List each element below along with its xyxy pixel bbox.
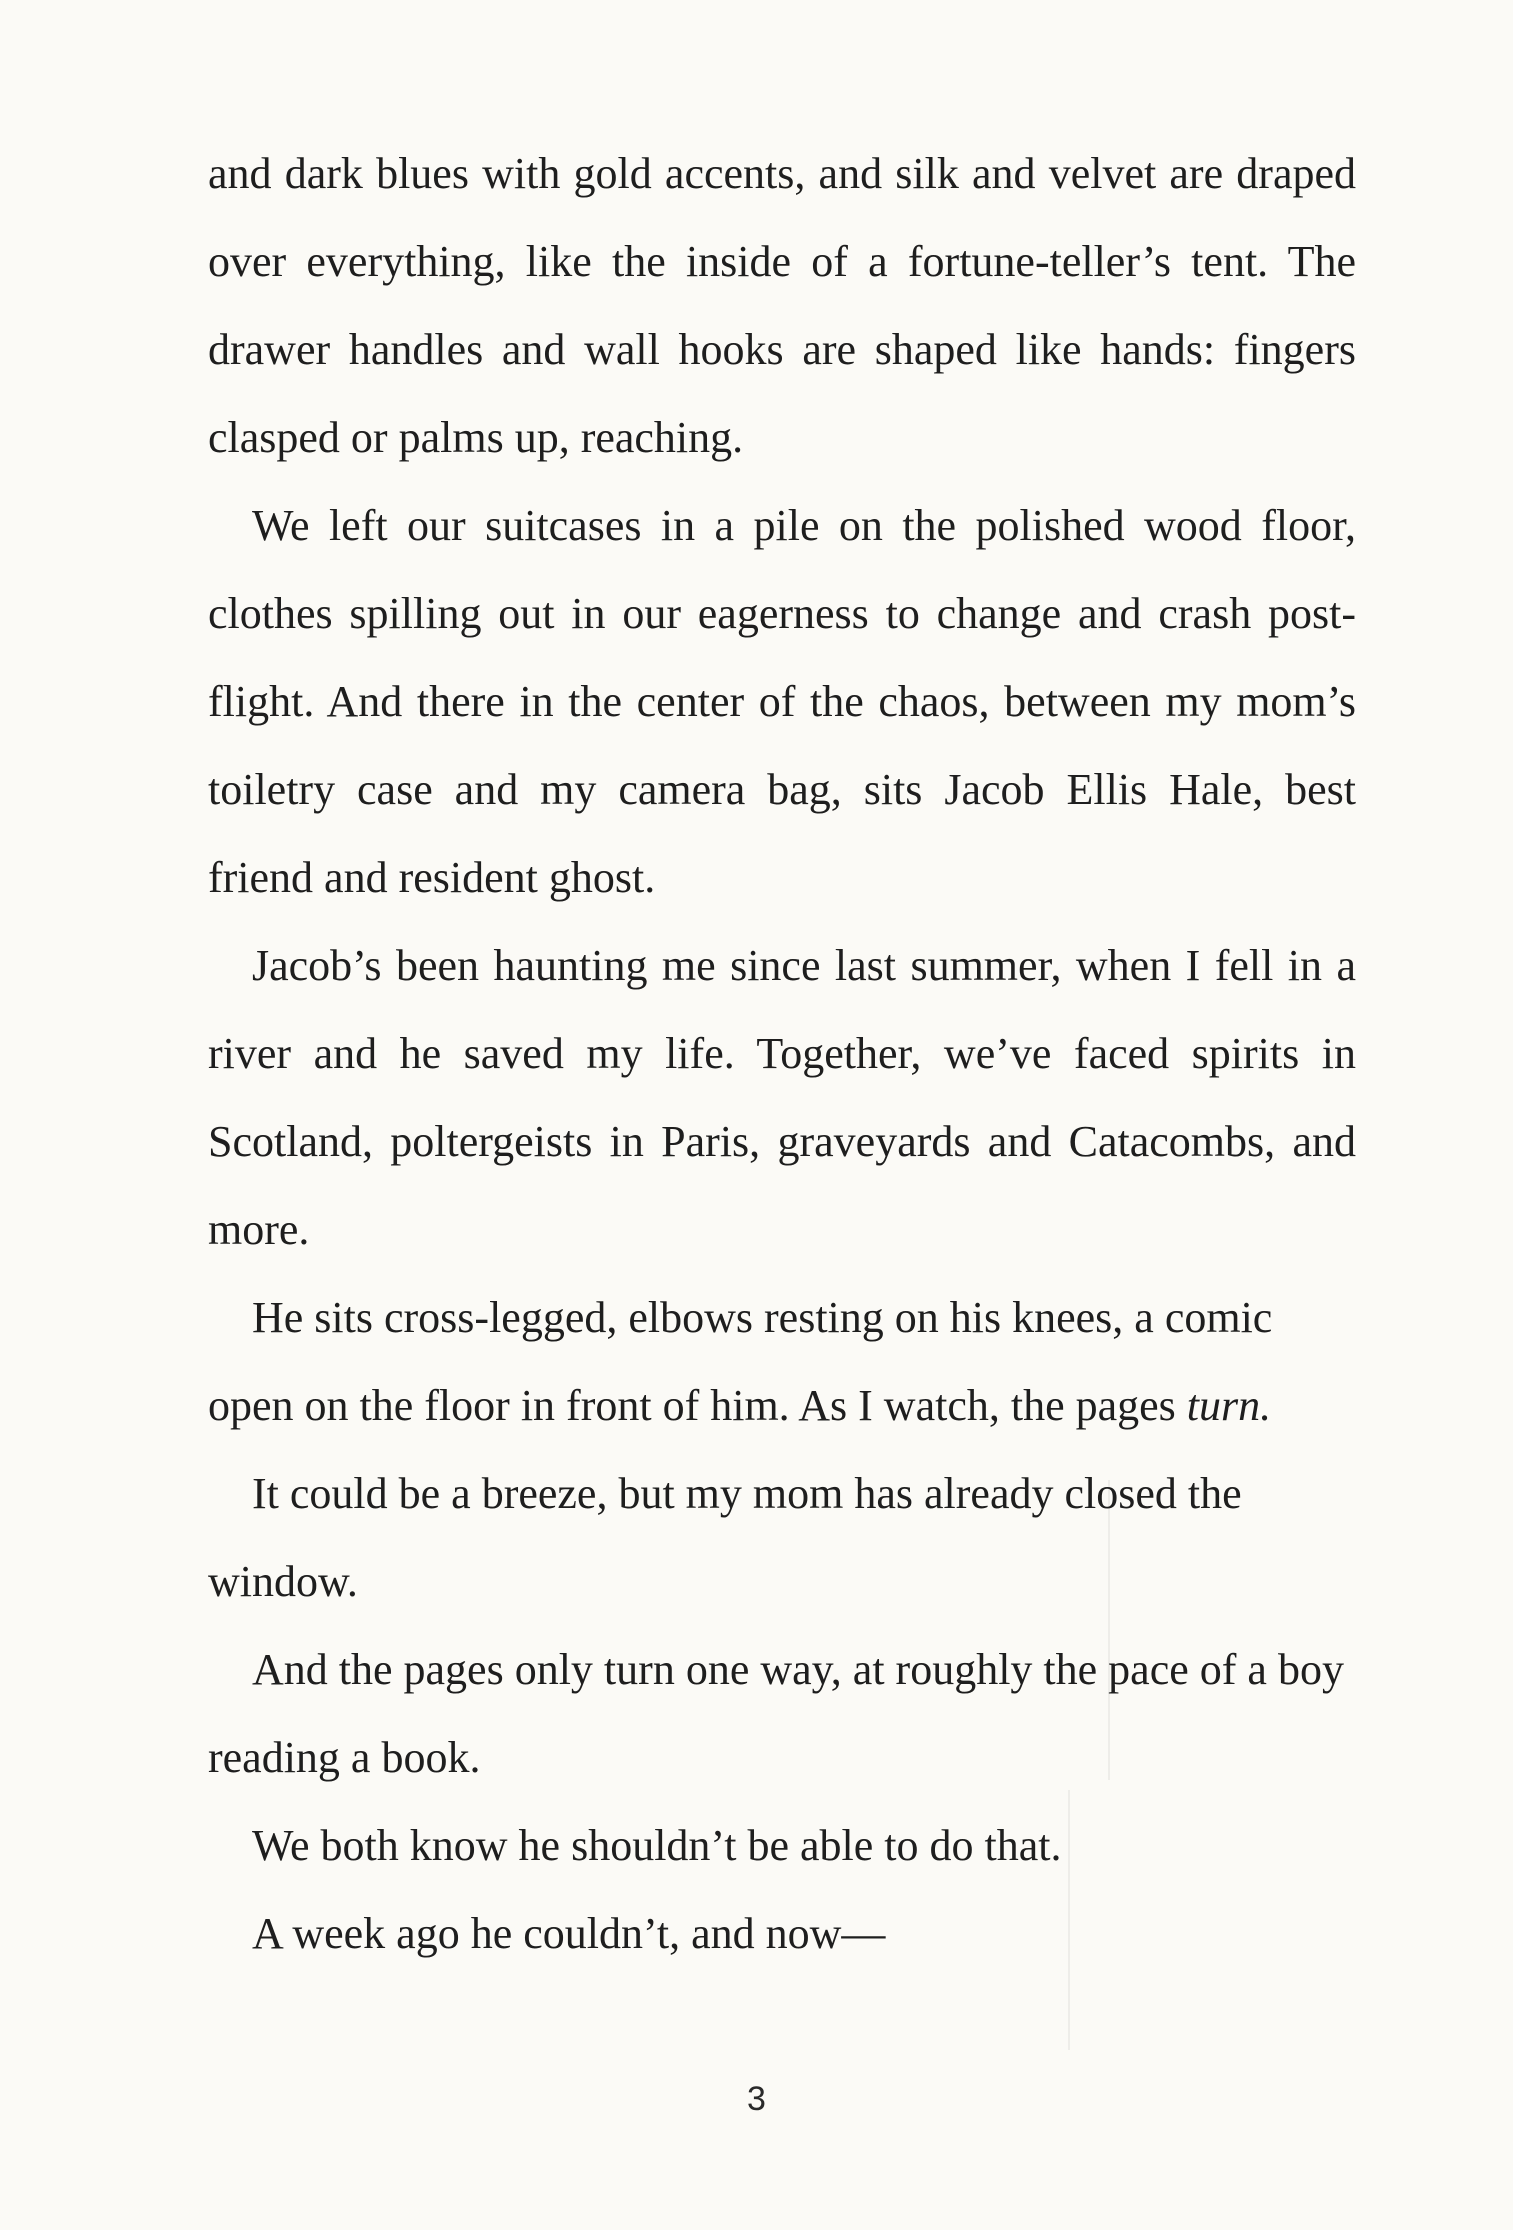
paragraph-1-text: and dark blues with gold accents, and silk and velvet are draped over everything, like the inside of a fortune-teller’s tent. The drawer handles and wall hooks are shaped like hands: fingers clasped or palms up, reaching. xyxy=(208,149,1356,462)
paragraph-8 xyxy=(208,1890,1356,1978)
paragraph-5 xyxy=(208,1450,1356,1626)
body-text xyxy=(208,130,1356,1978)
paragraph-5-text: It could be a breeze, but my mom has already closed the window. xyxy=(208,1469,1242,1606)
paragraph-3-text: Jacob’s been haunting me since last summer, when I fell in a river and he saved my life. Together, we’ve faced spirits in Scotland, poltergeists in Paris, graveyards and Catacombs, and more. xyxy=(208,941,1356,1254)
paragraph-2-text: We left our suitcases in a pile on the polished wood floor, clothes spilling out in our eagerness to change and crash post-flight. And there in the center of the chaos, between my mom’s toiletry case and my camera bag, sits Jacob Ellis Hale, best friend and resident ghost. xyxy=(208,501,1356,902)
paragraph-3 xyxy=(208,922,1356,1274)
paragraph-6-text: And the pages only turn one way, at roughly the pace of a boy reading a book. xyxy=(208,1645,1344,1782)
page-number: 3 xyxy=(747,2080,766,2118)
paragraph-4-text: He sits cross-legged, elbows resting on his knees, a comic open on the floor in front of him. As I watch, the pages xyxy=(208,1293,1273,1430)
paragraph-4 xyxy=(208,1274,1356,1450)
paragraph-7-text: We both know he shouldn’t be able to do that. xyxy=(252,1821,1062,1870)
paragraph-8-text: A week ago he couldn’t, and now— xyxy=(252,1909,886,1958)
paragraph-6 xyxy=(208,1626,1356,1802)
paragraph-1 xyxy=(208,130,1356,482)
paragraph-7 xyxy=(208,1802,1356,1890)
paragraph-4-italic-text: turn. xyxy=(1186,1381,1272,1430)
paragraph-2 xyxy=(208,482,1356,922)
